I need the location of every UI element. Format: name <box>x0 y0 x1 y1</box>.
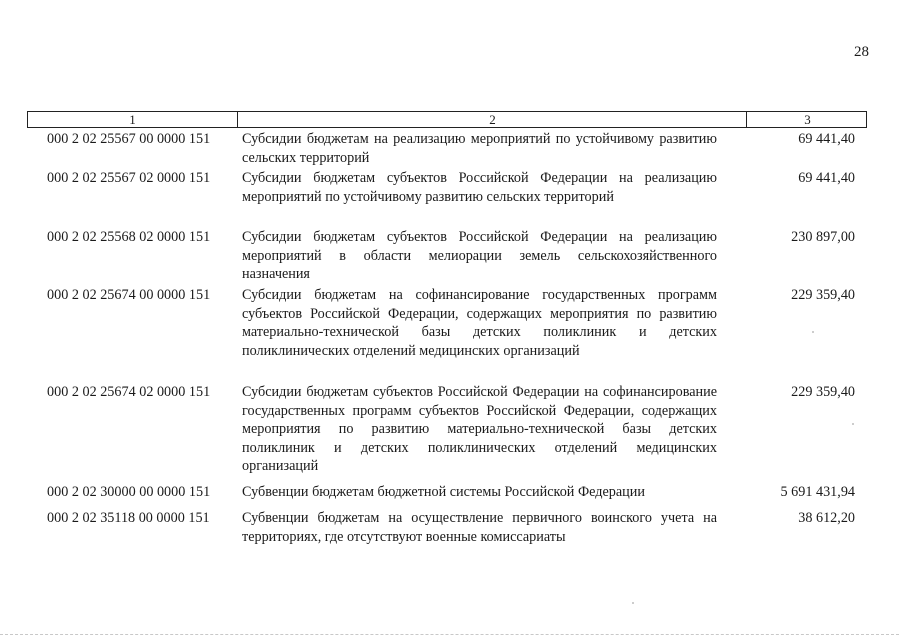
row-amount: 5 691 431,94 <box>780 484 855 500</box>
column-header-2: 2 <box>237 112 747 127</box>
budget-code: 000 2 02 30000 00 0000 151 <box>47 484 211 500</box>
budget-code: 000 2 02 25674 00 0000 151 <box>47 287 211 303</box>
column-header-1: 1 <box>129 112 136 127</box>
row-amount: 229 359,40 <box>791 384 855 400</box>
row-amount: 69 441,40 <box>798 170 855 186</box>
row-description: Субсидии бюджетам на софинансирование государственных программ субъектов Российской Федерации, содержащих мероприятия по развитию материально-технической базы детских поликлиник и детских поликлинических отделений медицинских организаций <box>242 287 717 359</box>
row-amount: 229 359,40 <box>791 287 855 303</box>
budget-code: 000 2 02 35118 00 0000 151 <box>47 510 210 526</box>
row-description: Субсидии бюджетам субъектов Российской Федерации на реализацию мероприятий по устойчивому развитию сельских территорий <box>242 170 717 205</box>
budget-code: 000 2 02 25567 02 0000 151 <box>47 170 211 186</box>
row-description: Субсидии бюджетам на реализацию мероприятий по устойчивому развитию сельских территорий <box>242 131 717 166</box>
column-header-3: 3 <box>746 112 868 127</box>
row-description: Субвенции бюджетам на осуществление первичного воинского учета на территориях, где отсутствуют военные комиссариаты <box>242 510 717 545</box>
row-amount: 38 612,20 <box>798 510 855 526</box>
row-amount: 230 897,00 <box>791 229 855 245</box>
row-description: Субсидии бюджетам субъектов Российской Федерации на реализацию мероприятий в области мелиорации земель сельскохозяйственного назначения <box>242 229 717 282</box>
scan-speck <box>632 602 634 604</box>
budget-code: 000 2 02 25567 00 0000 151 <box>47 131 211 147</box>
row-description: Субсидии бюджетам субъектов Российской Федерации на софинансирование государственных программ субъектов Российской Федерации, содержащих мероприятия по развитию материально-технической базы детских поликлиник и детских поликлинических отделений медицинских организаций <box>242 384 717 474</box>
scan-speck <box>852 423 854 425</box>
page-number: 28 <box>854 44 869 60</box>
budget-code: 000 2 02 25568 02 0000 151 <box>47 229 211 245</box>
scan-speck <box>812 331 814 333</box>
row-description: Субвенции бюджетам бюджетной системы Российской Федерации <box>242 484 645 500</box>
budget-code: 000 2 02 25674 02 0000 151 <box>47 384 211 400</box>
scan-edge-line <box>0 634 899 636</box>
table-header <box>27 111 867 128</box>
row-amount: 69 441,40 <box>798 131 855 147</box>
